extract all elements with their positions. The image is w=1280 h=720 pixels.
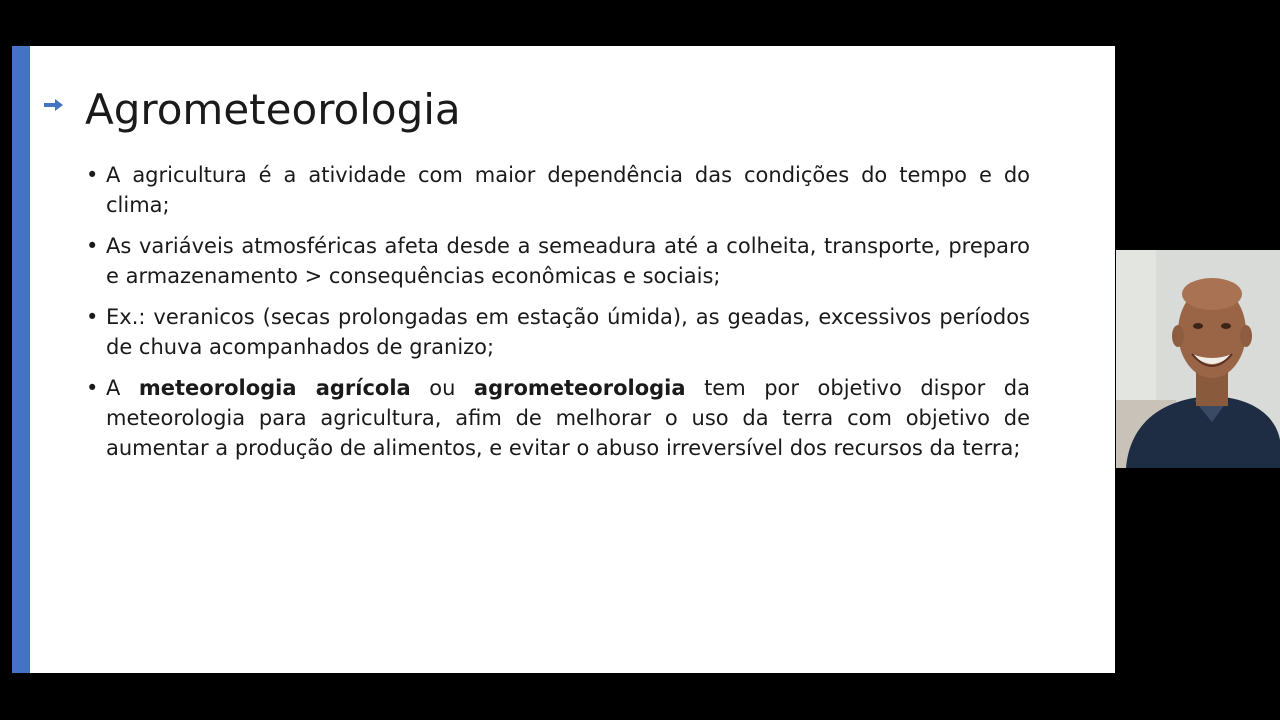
- bullet-item: [86, 231, 1030, 291]
- bullet-text: A agricultura é a atividade com maior dependência das condições do tempo e do clima;: [106, 163, 1030, 217]
- slide-title: Agrometeorologia: [85, 85, 461, 134]
- bullet-text-part: A: [106, 376, 139, 400]
- presenter-webcam: [1116, 250, 1280, 468]
- bullet-bold-term: agrometeorologia: [473, 376, 686, 400]
- presentation-slide: [12, 46, 1115, 673]
- bullet-text-part: ou: [410, 376, 474, 400]
- bullet-item: [86, 373, 1030, 463]
- bullet-list: [86, 160, 1030, 474]
- bullet-marker: •: [86, 376, 99, 400]
- bullet-marker: •: [86, 305, 99, 329]
- bullet-text: As variáveis atmosféricas afeta desde a semeadura até a colheita, transporte, preparo e armazenamento > consequências econômicas e sociais;: [106, 234, 1030, 288]
- bullet-bold-term: meteorologia agrícola: [138, 376, 411, 400]
- arrow-right-icon: [44, 98, 64, 112]
- bullet-item: [86, 160, 1030, 220]
- bullet-text: Ex.: veranicos (secas prolongadas em estação úmida), as geadas, excessivos períodos de chuva acompanhados de granizo;: [106, 305, 1030, 359]
- bullet-text-part: tem por objetivo dispor da meteorologia para agricultura, afim de melhorar o uso da terra com objetivo de aumentar a produção de alimentos, e evitar o abuso irreversível dos recursos da terra;: [106, 376, 1030, 460]
- bullet-item: [86, 302, 1030, 362]
- bullet-marker: •: [86, 234, 99, 258]
- bullet-marker: •: [86, 163, 99, 187]
- slide-accent-bar: [12, 46, 30, 673]
- presenter-webcam-icon: [1116, 250, 1280, 468]
